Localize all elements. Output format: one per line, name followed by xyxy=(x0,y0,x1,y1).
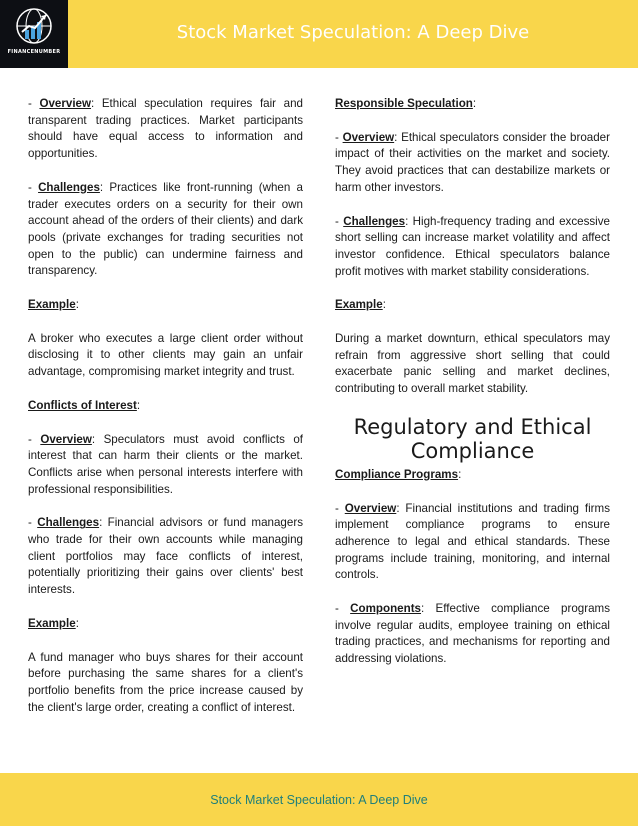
paragraph-text: A broker who executes a large client order without disclosing it to other clients may gain an unfair advantage, compromising market integrity and trust. xyxy=(28,331,303,379)
paragraph-text: : High-frequency trading and excessive short selling can increase market volatility and affect investor confidence. Ethical speculators balance profit motives with market stability considerations. xyxy=(335,214,610,278)
paragraph-label: Overview xyxy=(39,97,92,110)
bullet-dash: - xyxy=(28,516,38,530)
section-heading: Regulatory and Ethical Compliance xyxy=(353,414,592,463)
paragraph xyxy=(28,180,303,280)
paragraph xyxy=(28,297,303,314)
paragraph-text: : Practices like front-running (when a trader executes orders on a security for their own account ahead of the orders of their clients) and dark pools (private exchanges for trading securities not open to the public) can undermine fairness and transparency. xyxy=(28,180,303,278)
paragraph-text: : xyxy=(382,298,386,312)
bullet-dash: - xyxy=(28,97,40,110)
paragraph-text: During a market downturn, ethical speculators may refrain from aggressive short selling that could exacerbate panic selling and market declines, contributing to overall market stability. xyxy=(335,332,610,396)
paragraph-text: : xyxy=(75,298,79,312)
paragraph-label: Overview xyxy=(40,432,92,446)
paragraph xyxy=(28,515,303,599)
left-column xyxy=(28,96,303,733)
paragraph-label: Overview xyxy=(342,130,395,144)
paragraph-text: A fund manager who buys shares for their account before purchasing the same shares for a client's portfolio benefits from the price increase caused by the client's large order, creating a conflict of interest. xyxy=(28,650,303,714)
paragraph-text: : Financial advisors or fund managers who trade for their own accounts while managing client portfolios may face conflicts of interest, potentially prioritizing their gains over clients' best interests. xyxy=(28,516,303,597)
bullet-dash: - xyxy=(335,602,351,616)
paragraph xyxy=(335,214,610,281)
paragraph-label: Compliance Programs xyxy=(335,467,459,481)
paragraph-text: : xyxy=(472,97,477,110)
paragraph xyxy=(335,297,610,314)
paragraph-text: : Ethical speculators consider the broader impact of their activities on the market and society. They avoid practices that can destabilize markets or harm other investors. xyxy=(335,130,610,194)
paragraph xyxy=(335,96,610,113)
bullet-dash: - xyxy=(28,432,41,446)
paragraph-label: Challenges xyxy=(38,180,100,194)
paragraph xyxy=(28,650,303,717)
paragraph xyxy=(28,616,303,633)
logo-wordmark: FINANCENUMBER xyxy=(7,49,61,55)
paragraph-text: : xyxy=(75,616,79,630)
paragraph-text: : Effective compliance programs involve regular audits, employee training on ethical trading practices, and mechanisms for reporting and addressing violations. xyxy=(335,602,610,666)
paragraph xyxy=(28,96,303,163)
paragraph xyxy=(335,331,610,398)
paragraph-label: Overview xyxy=(344,501,397,515)
paragraph xyxy=(28,331,303,381)
bullet-dash: - xyxy=(335,501,345,515)
paragraph xyxy=(28,432,303,499)
paragraph-label: Challenges xyxy=(343,214,406,228)
footer-title: Stock Market Speculation: A Deep Dive xyxy=(210,793,428,807)
paragraph-label: Conflicts of Interest xyxy=(28,398,137,412)
paragraph xyxy=(335,501,610,585)
page-footer xyxy=(0,773,638,826)
paragraph xyxy=(335,130,610,197)
paragraph-text: : Financial institutions and trading firms implement compliance programs to ensure adherence to legal and ethical standards. These programs include training, monitoring, and internal controls. xyxy=(335,501,610,582)
paragraph-text: : Ethical speculation requires fair and transparent trading practices. Market participants should have equal access to information and opportunities. xyxy=(28,97,303,161)
header-title: Stock Market Speculation: A Deep Dive xyxy=(176,22,530,43)
bullet-dash: - xyxy=(335,214,344,228)
paragraph-label: Responsible Speculation xyxy=(335,97,473,110)
paragraph-text: : Speculators must avoid conflicts of interest that can harm their clients or the market. Conflicts arise when personal interests interfere with professional responsibilities. xyxy=(28,432,303,496)
paragraph xyxy=(335,601,610,668)
paragraph-text: : xyxy=(458,467,462,481)
paragraph-label: Example xyxy=(28,616,76,630)
paragraph-label: Components xyxy=(350,602,422,616)
paragraph-text: : xyxy=(136,398,141,412)
paragraph-label: Challenges xyxy=(37,516,100,530)
globe-chart-icon xyxy=(14,6,54,46)
right-column xyxy=(335,96,610,685)
paragraph xyxy=(335,467,610,484)
bullet-dash: - xyxy=(28,180,39,194)
financenumber-logo xyxy=(0,0,68,68)
page-header xyxy=(0,0,638,68)
paragraph-label: Example xyxy=(28,298,76,312)
bullet-dash: - xyxy=(335,130,343,144)
paragraph-label: Example xyxy=(335,298,383,312)
paragraph xyxy=(28,398,303,415)
